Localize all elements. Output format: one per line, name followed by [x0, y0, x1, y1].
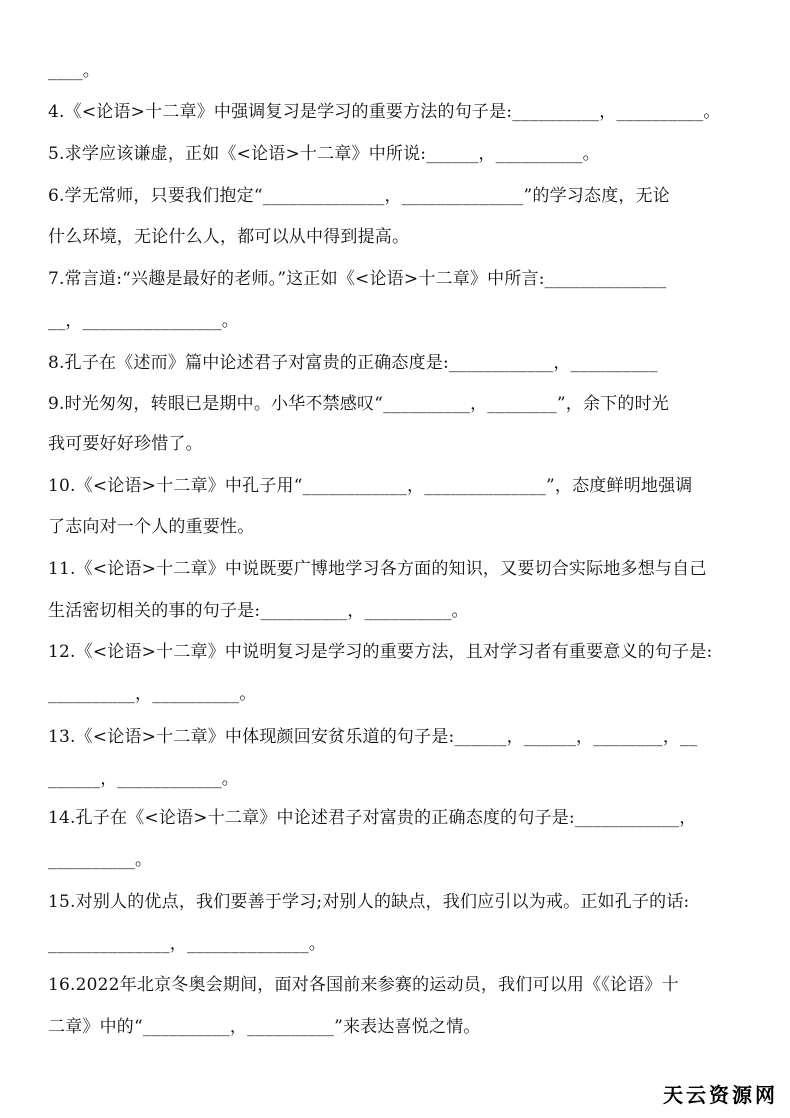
text-line: 我可要好好珍惜了。	[48, 434, 203, 454]
text-line: __________，__________。	[48, 684, 257, 704]
text-line: ______，____________。	[48, 769, 239, 789]
watermark-logo: 天云资源网	[663, 1083, 778, 1107]
question-8: 8.孔子在《述而》篇中论述君子对富贵的正确态度是:____________，__________	[48, 353, 658, 373]
text-line: 什么环境，无论什么人，都可以从中得到提高。	[48, 227, 410, 247]
text-line: __________。	[48, 850, 153, 870]
question-9: 9.时光匆匆，转眼已是期中。小华不禁感叹“__________，________”，余下的时光	[48, 394, 670, 414]
question-11: 11.《<论语>十二章》中说既要广博地学习各方面的知识，又要切合实际地多想与自己	[48, 559, 707, 579]
text-line: 了志向对一个人的重要性。	[48, 517, 255, 537]
text-line: ____。	[48, 61, 100, 81]
question-5: 5.求学应该谦虚，正如《<论语>十二章》中所说:______，__________。	[48, 144, 600, 164]
question-15: 15.对别人的优点，我们要善于学习;对别人的缺点，我们应引以为戒。正如孔子的话:	[48, 892, 690, 912]
question-6: 6.学无常师，只要我们抱定“______________，______________”的学习态度，无论	[48, 186, 671, 206]
text-line: 生活密切相关的事的句子是:__________，__________。	[48, 601, 469, 621]
question-7: 7.常言道:“兴趣是最好的老师。”这正如《<论语>十二章》中所言:______________	[48, 269, 667, 289]
question-13: 13.《<论语>十二章》中体现颜回安贫乐道的句子是:______，______，________，__	[48, 727, 698, 747]
question-12: 12.《<论语>十二章》中说明复习是学习的重要方法，且对学习者有重要意义的句子是:	[48, 642, 713, 662]
text-line: __，________________。	[48, 311, 239, 331]
question-14: 14.孔子在《<论语>十二章》中论述君子对富贵的正确态度的句子是:____________，	[48, 808, 697, 828]
question-10: 10.《<论语>十二章》中孔子用“____________，______________”，态度鲜明地强调	[48, 476, 693, 496]
question-4: 4.《<论语>十二章》中强调复习是学习的重要方法的句子是:__________，__________。	[48, 102, 721, 122]
question-16: 16.2022年北京冬奥会期间，面对各国前来参赛的运动员，我们可以用《《论语》十	[48, 975, 679, 995]
text-line: 二章》中的“__________，__________”来表达喜悦之情。	[48, 1017, 481, 1037]
text-line: ______________，______________。	[48, 934, 326, 954]
